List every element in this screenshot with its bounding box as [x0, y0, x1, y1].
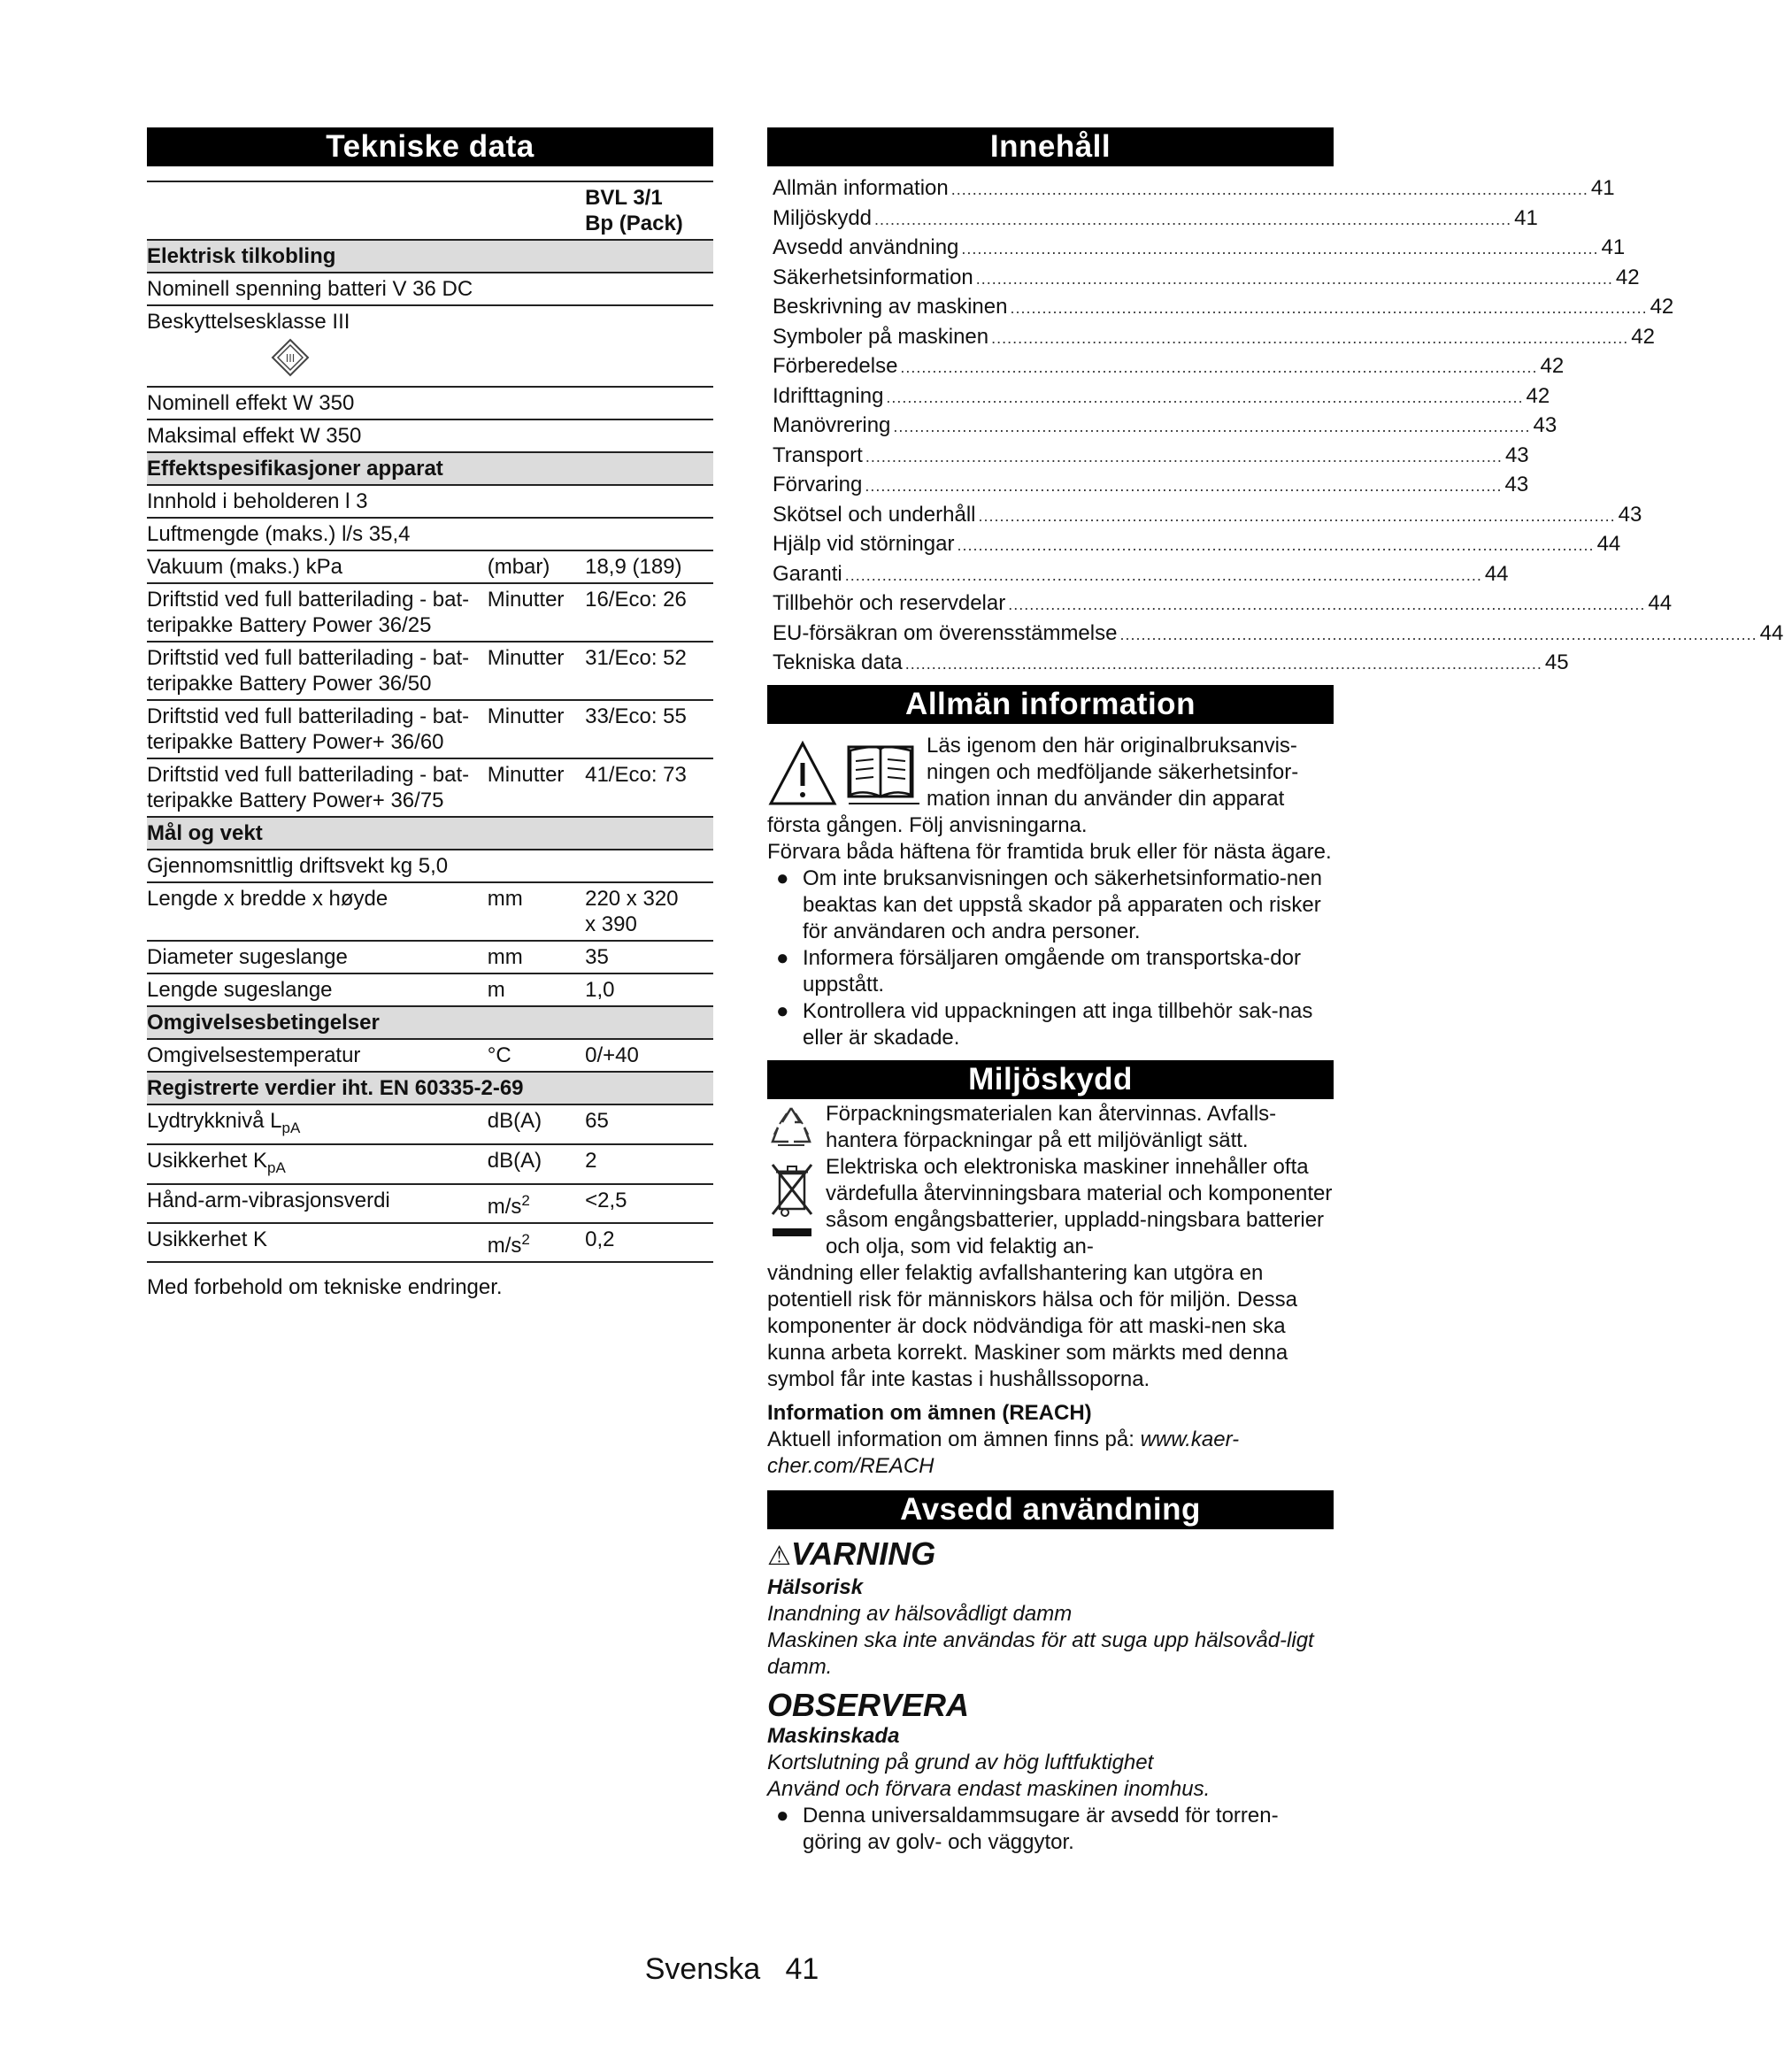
row-value — [585, 387, 713, 419]
row-value: 16/Eco: 26 — [585, 583, 713, 642]
toc-title: Innehåll — [767, 127, 1334, 166]
row-label — [147, 273, 488, 305]
warning-label: VARNING — [790, 1535, 936, 1572]
reach-title: Information om ämnen (REACH) — [767, 1400, 1092, 1425]
table-row — [147, 642, 713, 700]
toc-item[interactable] — [767, 263, 1640, 293]
toc-leader-dots: ........................................................................................................................ — [961, 240, 1599, 258]
row-label — [147, 305, 488, 387]
keep-manual-text: Förvara båda häftena för framtida bruk eller för nästa ägare. — [767, 839, 1332, 864]
row-unit — [488, 419, 585, 452]
row-label-text: Maksimal effekt W 350 — [147, 424, 362, 448]
toc-leader-dots: ........................................................................................................................ — [957, 536, 1595, 554]
row-unit-text: Minutter — [487, 704, 565, 728]
row-value — [585, 419, 713, 452]
toc-leader-dots: ........................................................................................................................ — [1008, 596, 1646, 613]
row-unit — [488, 700, 585, 758]
toc-item[interactable] — [767, 204, 1538, 234]
row-value: 65 — [585, 1104, 713, 1144]
table-row — [147, 273, 713, 305]
toc-item-page: 42 — [1540, 354, 1565, 378]
row-unit — [488, 387, 585, 419]
toc-item-page: 42 — [1526, 383, 1550, 408]
row-unit-text: (mbar) — [487, 555, 550, 579]
section-header-row — [147, 452, 713, 485]
toc-item-label: EU-försäkran om överensstämmelse — [773, 620, 1118, 645]
row-value: 2 — [585, 1144, 713, 1184]
row-unit — [488, 758, 585, 817]
toc-item[interactable] — [767, 529, 1621, 559]
technical-data-table — [147, 181, 713, 1263]
row-value — [585, 305, 713, 387]
toc-item-page: 43 — [1504, 442, 1529, 467]
row-unit-text: Minutter — [487, 588, 565, 612]
table-row — [147, 583, 713, 642]
warning-heading — [767, 1536, 1334, 1574]
row-label — [147, 550, 488, 583]
table-row — [147, 305, 713, 387]
toc-leader-dots: ........................................................................................................................ — [893, 418, 1531, 435]
toc-item-label: Beskrivning av maskinen — [773, 295, 1008, 319]
toc-item[interactable] — [767, 351, 1565, 381]
section-title: Elektrisk tilkobling — [147, 240, 713, 273]
section-title: Mål og vekt — [147, 817, 713, 850]
toc-leader-dots: ........................................................................................................................ — [1119, 625, 1757, 643]
row-value: 33/Eco: 55 — [585, 700, 713, 758]
row-label-subscript: pA — [281, 1120, 301, 1136]
toc-leader-dots: ........................................................................................................................ — [865, 447, 1503, 466]
general-info-bullet — [767, 866, 1334, 945]
row-label-text: Innhold i beholderen l 3 — [147, 489, 368, 513]
general-info-bullet — [767, 998, 1334, 1051]
toc-item[interactable] — [767, 619, 1784, 649]
toc-item-label: Miljöskydd — [773, 205, 873, 230]
toc-item-page: 41 — [1590, 176, 1615, 200]
table-row — [147, 550, 713, 583]
toc-item-label: Symboler på maskinen — [773, 324, 989, 349]
observe-heading: OBSERVERA — [767, 1686, 970, 1723]
svg-text:III: III — [285, 352, 296, 365]
table-row — [147, 485, 713, 518]
row-value — [585, 485, 713, 518]
row-unit — [488, 973, 585, 1006]
row-label — [147, 973, 488, 1006]
page-number: 41 — [785, 1952, 819, 1986]
toc-item-label: Tillbehör och reservdelar — [773, 591, 1006, 615]
row-label-text: Luftmengde (maks.) l/s 35,4 — [147, 522, 411, 546]
section-header-row — [147, 1006, 713, 1039]
toc-item-label: Transport — [773, 442, 863, 467]
toc-item-label: Hjälp vid störningar — [773, 532, 955, 556]
row-unit — [488, 550, 585, 583]
row-value — [585, 518, 713, 550]
row-value: 0,2 — [585, 1223, 713, 1262]
observe-line-2: Använd och förvara endast maskinen inomhus. — [767, 1776, 1211, 1801]
row-label-text: Lydtrykknivå L — [147, 1109, 282, 1133]
toc-item-page: 41 — [1514, 205, 1538, 230]
toc-item[interactable] — [767, 441, 1529, 471]
table-row — [147, 850, 713, 882]
toc-leader-dots: ........................................................................................................................ — [900, 358, 1538, 376]
table-row — [147, 518, 713, 550]
row-label-text: Usikkerhet K — [147, 1227, 268, 1251]
packaging-text: Förpackningsmaterialen kan återvinnas. Avfalls-hantera förpackningar på ett miljövänligt sätt. — [826, 1101, 1277, 1152]
row-label — [147, 485, 488, 518]
bullet-dot: ● — [776, 945, 789, 970]
technical-data-column — [147, 127, 713, 1300]
toc-item[interactable] — [767, 648, 1569, 678]
bullet-text: Om inte bruksanvisningen och säkerhetsinformatio-nen beaktas kan det uppstå skador på apparaten och risker för användaren och andra personer. — [803, 866, 1322, 943]
row-unit — [488, 305, 585, 387]
bullet-text: Kontrollera vid uppackningen att inga tillbehör sak-nas eller är skadade. — [803, 998, 1313, 1050]
row-value — [585, 850, 713, 882]
recycling-icon — [769, 1104, 813, 1150]
toc-item-page: 42 — [1631, 324, 1655, 349]
bullet-dot: ● — [776, 998, 789, 1023]
row-unit — [488, 1184, 585, 1223]
toc-item-page: 41 — [1601, 235, 1626, 259]
row-unit-text: dB(A) — [487, 1149, 542, 1173]
row-unit-text: m — [487, 978, 505, 1002]
row-unit — [488, 1223, 585, 1262]
row-unit-text: m/s — [487, 1195, 522, 1219]
toc-item-label: Allmän information — [773, 176, 949, 200]
toc-leader-dots: ........................................................................................................................ — [975, 269, 1613, 288]
table-row — [147, 1144, 713, 1184]
row-label — [147, 419, 488, 452]
row-unit — [488, 850, 585, 882]
table-row — [147, 1223, 713, 1262]
header-empty-cell — [147, 181, 488, 240]
row-label — [147, 700, 488, 758]
toc-item-page: 43 — [1504, 473, 1529, 496]
toc-item-label: Avsedd användning — [773, 235, 959, 259]
row-unit-text: Minutter — [487, 646, 565, 670]
row-unit-text: Minutter — [487, 763, 565, 787]
row-value: 18,9 (189) — [585, 550, 713, 583]
row-unit-superscript: 2 — [521, 1192, 530, 1209]
general-info-title: Allmän information — [767, 685, 1334, 724]
row-value: 41/Eco: 73 — [585, 758, 713, 817]
section-title: Omgivelsesbetingelser — [147, 1006, 713, 1039]
row-label-text: Diameter sugeslange — [147, 945, 348, 969]
toc-item-page: 44 — [1596, 532, 1621, 556]
toc-item-label: Garanti — [773, 561, 842, 586]
row-label-text: Usikkerhet K — [147, 1149, 268, 1173]
toc-item-page: 43 — [1618, 502, 1642, 527]
row-value: 0/+40 — [585, 1039, 713, 1072]
warning-line-1: Inandning av hälsovådligt damm — [767, 1601, 1073, 1626]
toc-item-label: Idrifttagning — [773, 383, 884, 408]
table-row — [147, 1184, 713, 1223]
bullet-dot: ● — [776, 1803, 789, 1828]
toc-item-page: 42 — [1650, 295, 1674, 319]
intended-use-bullet — [767, 1803, 1334, 1856]
row-label-text: Omgivelsestemperatur — [147, 1043, 361, 1067]
observe-line-1: Kortslutning på grund av hög luftfuktighet — [767, 1750, 1154, 1774]
protection-class-iii-icon — [271, 338, 310, 383]
row-label — [147, 1039, 488, 1072]
reach-link[interactable]: www.kaer-cher.com/REACH — [767, 1427, 1240, 1478]
row-value: 31/Eco: 52 — [585, 642, 713, 700]
row-value: 220 x 320 x 390 — [585, 882, 713, 941]
row-label-text: Gjennomsnittlig driftsvekt kg 5,0 — [147, 854, 449, 878]
row-label — [147, 758, 488, 817]
reach-text — [767, 1427, 1334, 1480]
row-label — [147, 850, 488, 882]
toc-item[interactable] — [767, 589, 1673, 619]
row-label — [147, 642, 488, 700]
row-label — [147, 518, 488, 550]
toc-item-label: Manövrering — [773, 413, 891, 437]
general-info-bullets — [767, 866, 1334, 1051]
toc-item[interactable] — [767, 322, 1655, 352]
toc-leader-dots: ........................................................................................................................ — [991, 328, 1629, 347]
toc-leader-dots: ........................................................................................................................ — [874, 210, 1512, 228]
row-value: <2,5 — [585, 1184, 713, 1223]
row-label-text: Nominell effekt W 350 — [147, 391, 355, 415]
general-info-intro — [767, 733, 1334, 839]
toc-item[interactable] — [767, 559, 1509, 589]
toc-item-page: 43 — [1533, 413, 1557, 437]
toc-item[interactable] — [767, 233, 1626, 263]
model-header: BVL 3/1 Bp (Pack) — [585, 181, 713, 240]
toc-item-page: 44 — [1484, 561, 1509, 586]
table-row — [147, 882, 713, 941]
row-unit-text: dB(A) — [487, 1109, 542, 1133]
intended-use-title: Avsedd användning — [767, 1490, 1334, 1529]
weee-disposal — [767, 1154, 1334, 1260]
toc-leader-dots: ........................................................................................................................ — [904, 655, 1542, 673]
bullet-text: Informera försäljaren omgående om transportska-dor uppstått. — [803, 945, 1301, 997]
row-unit-text: m/s — [487, 1234, 522, 1258]
row-unit — [488, 941, 585, 973]
warning-line-2: Maskinen ska inte användas för att suga upp hälsovåd-ligt damm. — [767, 1628, 1314, 1679]
footer-language: Svenska — [644, 1952, 761, 1986]
packaging-recycling — [767, 1101, 1334, 1154]
header-empty-cell — [488, 181, 585, 240]
row-value: 1,0 — [585, 973, 713, 1006]
row-label-text: Driftstid ved full batterilading - bat-teripakke Battery Power+ 36/60 — [147, 704, 470, 754]
row-label-text: Hånd-arm-vibrasjonsverdi — [147, 1189, 390, 1212]
row-unit — [488, 1039, 585, 1072]
row-unit — [488, 1144, 585, 1184]
row-label-subscript: pA — [267, 1159, 286, 1176]
section-header-row — [147, 817, 713, 850]
row-unit — [488, 642, 585, 700]
row-label-text: Beskyttelsesklasse III — [147, 310, 350, 334]
intro-text: Läs igenom den här originalbruksanvis-ningen och medföljande säkerhetsinfor-mation innan du använder din apparat — [927, 733, 1299, 811]
toc-item[interactable] — [767, 292, 1674, 322]
toc-leader-dots: ........................................................................................................................ — [950, 181, 1588, 198]
section-header-row — [147, 1072, 713, 1104]
intro-text-continued: första gången. Följ anvisningarna. — [767, 812, 1088, 837]
observe-subtitle: Maskinskada — [767, 1723, 900, 1748]
row-label — [147, 1223, 488, 1262]
warning-triangle-icon: ⚠ — [767, 1541, 791, 1571]
toc-item-page: 45 — [1544, 650, 1569, 674]
row-unit — [488, 518, 585, 550]
technical-data-title: Tekniske data — [147, 127, 713, 166]
toc-item-label: Tekniska data — [773, 650, 903, 674]
toc-leader-dots: ........................................................................................................................ — [844, 566, 1482, 584]
section-title: Effektspesifikasjoner apparat — [147, 452, 713, 485]
row-label — [147, 882, 488, 941]
toc-leader-dots: ........................................................................................................................ — [978, 506, 1616, 525]
row-unit-superscript: 2 — [521, 1231, 530, 1248]
row-label — [147, 583, 488, 642]
crossed-bin-icon — [769, 1158, 817, 1243]
warning-manual-icon — [767, 736, 922, 807]
weee-text-continued: vändning eller felaktig avfallshantering kan utgöra en potentiell risk för människors hälsa och för miljön. Dessa komponenter är dock nödvändiga för att maski-nen ska kunna arbeta korrekt. Maskiner som märkts med denna symbol får inte kastas i hushållssoporna. — [767, 1260, 1297, 1391]
table-header-row — [147, 181, 713, 240]
row-label — [147, 1184, 488, 1223]
toc-leader-dots: ........................................................................................................................ — [865, 477, 1503, 495]
toc-item[interactable] — [767, 411, 1557, 441]
row-label-text: Driftstid ved full batterilading - bat-teripakke Battery Power+ 36/75 — [147, 763, 470, 812]
table-row — [147, 758, 713, 817]
section-header-row — [147, 240, 713, 273]
toc-item[interactable] — [767, 173, 1615, 204]
row-unit-text: °C — [487, 1043, 511, 1067]
row-label-text: Lengde sugeslange — [147, 978, 333, 1002]
toc-item-label: Förberedelse — [773, 354, 898, 378]
page-footer — [0, 1952, 1464, 1987]
row-unit — [488, 485, 585, 518]
environment-title: Miljöskydd — [767, 1060, 1334, 1099]
row-label — [147, 1104, 488, 1144]
row-unit-text: mm — [487, 887, 523, 911]
table-of-contents — [767, 173, 1784, 678]
weee-text: Elektriska och elektroniska maskiner innehåller ofta värdefulla återvinningsbara material och komponenter såsom engångsbatterier, uppladd-ningsbara batterier och olja, som vid felaktig an- — [826, 1154, 1333, 1258]
row-unit — [488, 882, 585, 941]
toc-item[interactable] — [767, 470, 1529, 500]
row-unit — [488, 1104, 585, 1144]
row-unit-text: mm — [487, 945, 523, 969]
table-row — [147, 387, 713, 419]
general-info-bullet — [767, 945, 1334, 998]
toc-leader-dots: ........................................................................................................................ — [1010, 299, 1648, 317]
table-row — [147, 700, 713, 758]
row-label-text: Driftstid ved full batterilading - bat-teripakke Battery Power 36/50 — [147, 646, 470, 696]
bullet-dot: ● — [776, 866, 789, 890]
row-value — [585, 273, 713, 305]
intended-use-text: Denna universaldammsugare är avsedd för torren-göring av golv- och väggytor. — [803, 1803, 1279, 1854]
toc-item-label: Säkerhetsinformation — [773, 265, 973, 289]
table-row — [147, 941, 713, 973]
row-label-text: Vakuum (maks.) kPa — [147, 555, 342, 579]
toc-leader-dots: ........................................................................................................................ — [886, 388, 1524, 406]
row-label — [147, 387, 488, 419]
toc-item-page: 44 — [1648, 591, 1673, 615]
reach-label: Aktuell information om ämnen finns på: — [767, 1427, 1134, 1451]
row-label — [147, 1144, 488, 1184]
table-row — [147, 419, 713, 452]
row-label-text: Nominell spenning batteri V 36 DC — [147, 277, 473, 301]
row-unit — [488, 273, 585, 305]
toc-item-label: Förvaring — [773, 473, 863, 496]
toc-item-label: Skötsel och underhåll — [773, 502, 976, 527]
section-title: Registrerte verdier iht. EN 60335-2-69 — [147, 1072, 713, 1104]
row-unit — [488, 583, 585, 642]
row-label-text: Driftstid ved full batterilading - bat-teripakke Battery Power 36/25 — [147, 588, 470, 637]
table-row — [147, 973, 713, 1006]
row-label — [147, 941, 488, 973]
warning-subtitle: Hälsorisk — [767, 1574, 864, 1599]
table-row — [147, 1039, 713, 1072]
toc-item-page: 42 — [1615, 265, 1640, 289]
row-value: 35 — [585, 941, 713, 973]
toc-item[interactable] — [767, 381, 1550, 412]
technical-changes-note: Med forbehold om tekniske endringer. — [147, 1275, 503, 1299]
contents-column — [767, 127, 1784, 1856]
toc-item-page: 44 — [1759, 620, 1784, 645]
row-label-text: Lengde x bredde x høyde — [147, 887, 388, 911]
toc-item[interactable] — [767, 500, 1642, 530]
table-row — [147, 1104, 713, 1144]
